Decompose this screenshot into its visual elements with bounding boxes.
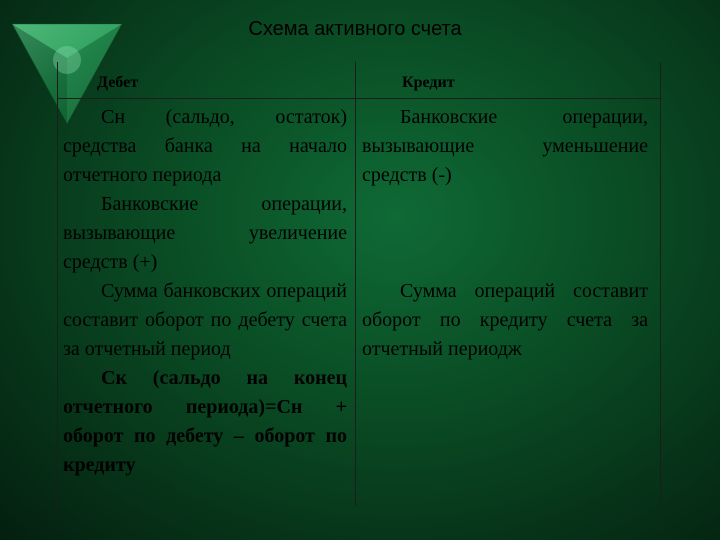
slide-title: Схема активного счета [248,18,462,40]
debit-increase-operations: Банковские операции, вызывающие увеличение средств (+) [63,193,347,273]
credit-column [362,103,648,364]
credit-decrease-operations: Банковские операции, вызывающие уменьшение средств (-) [362,106,648,186]
debit-opening-balance: Сн (сальдо, остаток) средства банка на начало отчетного периода [63,106,347,186]
table-border-right [660,62,661,506]
debit-closing-balance: Ск (сальдо на конец отчетного периода)=Сн + оборот по дебету – оборот по кредиту [63,367,347,476]
credit-column-header: Кредит [402,74,455,91]
debit-turnover: Сумма банковских операций составит оборот по дебету счета за отчетный период [63,280,347,360]
credit-turnover: Сумма операций составит оборот по кредиту счета за отчетный периодж [362,280,648,360]
debit-column-header: Дебет [97,74,139,91]
header-divider [57,98,661,99]
table-column-divider [355,62,356,506]
account-scheme-table [57,62,661,506]
table-border-left [57,62,58,506]
debit-column [63,103,347,480]
